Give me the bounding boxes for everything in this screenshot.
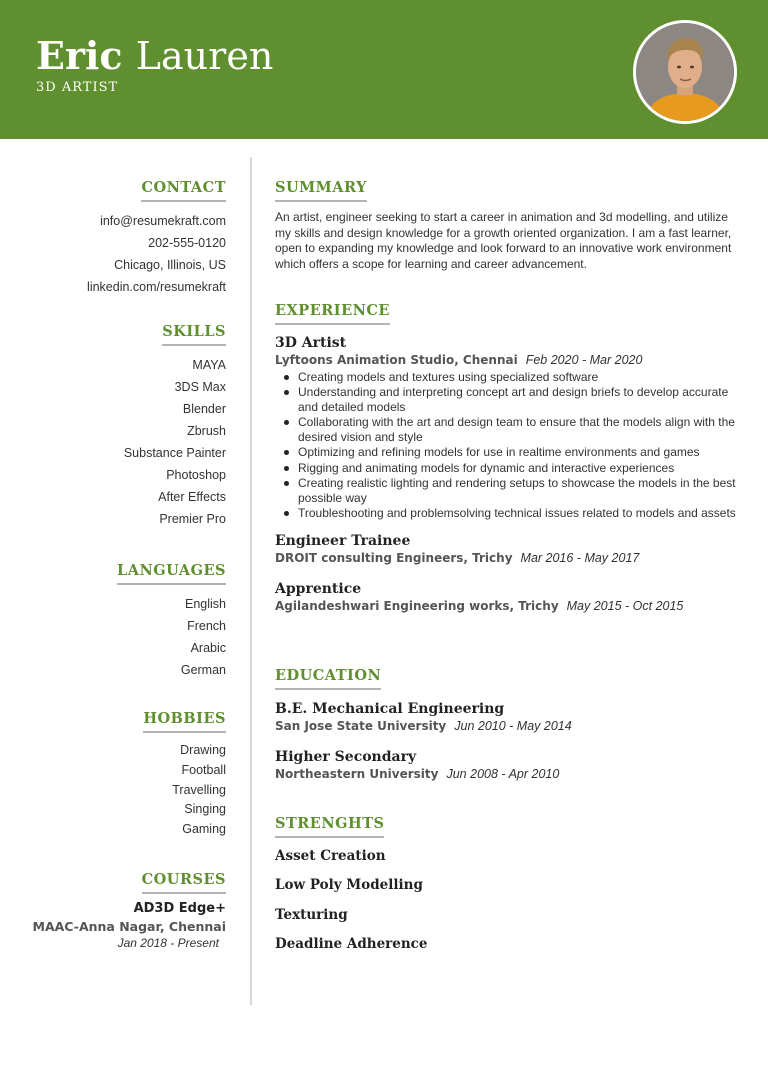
education-date: Jun 2010 - May 2014 — [454, 719, 572, 733]
education-entry — [275, 700, 740, 735]
contact-linkedin[interactable]: linkedin.com/resumekraft — [87, 280, 226, 294]
job-title: 3D ARTIST — [36, 80, 119, 95]
education-date: Jun 2008 - Apr 2010 — [446, 767, 560, 781]
summary-text: An artist, engineer seeking to start a career in animation and 3d modelling, and utilize my skills and design knowledge for a growth oriented organization. I am a fast learner, open to expanding my knowledge and look forward to an innovative work environment which offers a scope for learning and career advancement. — [275, 210, 732, 271]
strengths-heading: STRENGHTS — [275, 815, 384, 838]
job-date: Mar 2016 - May 2017 — [520, 550, 640, 565]
skill-item: Photoshop — [166, 468, 226, 482]
skill-item: 3DS Max — [174, 380, 226, 394]
job-date: May 2015 - Oct 2015 — [566, 598, 684, 613]
language-item: English — [185, 597, 226, 611]
job-org: Lyftoons Animation Studio, Chennai — [275, 353, 518, 367]
course-place: MAAC-Anna Nagar, Chennai — [32, 919, 226, 934]
skill-item: Zbrush — [187, 424, 226, 438]
job-bullet: Troubleshooting and problemsolving technical issues related to models and assets — [275, 506, 740, 521]
hobby-item: Football — [181, 762, 226, 777]
contact-section — [87, 179, 226, 298]
job-bullet: Optimizing and refining models for use in realtime environments and games — [275, 445, 740, 460]
degree-title: Higher Secondary — [275, 749, 417, 765]
hobbies-section — [143, 710, 226, 840]
summary-heading: SUMMARY — [275, 179, 367, 202]
job-bullet: Creating models and textures using specialized software — [275, 370, 740, 385]
strength-item: Low Poly Modelling — [275, 877, 423, 893]
experience-section — [275, 302, 740, 615]
language-item: Arabic — [190, 641, 226, 655]
skill-item: MAYA — [192, 358, 226, 372]
skill-item: Substance Painter — [123, 446, 226, 460]
job-title: Apprentice — [275, 580, 362, 597]
courses-heading: COURSES — [142, 871, 226, 894]
strength-item: Texturing — [275, 907, 348, 923]
skill-item: Premier Pro — [159, 512, 226, 526]
experience-heading: EXPERIENCE — [275, 302, 390, 325]
job-entry — [275, 532, 740, 567]
job-org: Agilandeshwari Engineering works, Trichy — [275, 598, 559, 613]
job-entry — [275, 334, 740, 521]
language-item: German — [180, 663, 226, 677]
school-name: Northeastern University — [275, 767, 439, 781]
education-section — [275, 667, 740, 783]
contact-location: Chicago, Illinois, US — [114, 258, 226, 272]
job-entry — [275, 580, 740, 615]
job-meta — [275, 550, 740, 567]
hobby-item: Travelling — [172, 782, 226, 797]
job-bullet: Understanding and interpreting concept art and design briefs to develop accurate and detailed models — [275, 385, 740, 415]
languages-heading: LANGUAGES — [117, 562, 226, 585]
profile-photo — [633, 20, 737, 124]
language-item: French — [187, 619, 226, 633]
last-name: Lauren — [135, 34, 274, 78]
job-bullet: Creating realistic lighting and rendering setups to showcase the models in the best possible way — [275, 476, 740, 506]
contact-heading: CONTACT — [141, 179, 226, 202]
portrait-image — [636, 23, 734, 121]
skills-section — [124, 323, 226, 530]
skill-item: After Effects — [158, 490, 226, 504]
education-heading: EDUCATION — [275, 667, 381, 690]
hobby-item: Singing — [184, 802, 226, 817]
contact-email[interactable]: info@resumekraft.com — [100, 214, 226, 228]
degree-title: B.E. Mechanical Engineering — [275, 701, 505, 717]
hobby-item: Gaming — [182, 822, 226, 837]
languages-section — [117, 562, 226, 681]
job-meta — [275, 598, 740, 615]
job-bullet: Rigging and animating models for dynamic and interactive experiences — [275, 461, 740, 476]
strength-item: Deadline Adherence — [275, 936, 428, 952]
candidate-name — [36, 34, 273, 78]
education-meta — [275, 766, 740, 783]
job-title: 3D Artist — [275, 335, 347, 351]
strength-item: Asset Creation — [275, 848, 386, 864]
job-org: DROIT consulting Engineers, Trichy — [275, 550, 513, 565]
skill-item: Blender — [182, 402, 226, 416]
job-title: Engineer Trainee — [275, 532, 411, 549]
first-name: Eric — [36, 33, 123, 78]
job-date: Feb 2020 - Mar 2020 — [525, 353, 643, 367]
school-name: San Jose State University — [275, 719, 447, 733]
education-meta — [275, 718, 740, 735]
courses-section — [33, 871, 226, 952]
course-date: Jan 2018 - Present — [117, 936, 219, 950]
header-banner — [0, 0, 768, 139]
hobbies-heading: HOBBIES — [143, 710, 226, 733]
course-name: AD3D Edge+ — [133, 901, 226, 916]
strengths-section — [275, 815, 740, 838]
hobby-item: Drawing — [180, 743, 226, 757]
summary-section — [275, 179, 740, 272]
education-entry — [275, 748, 740, 783]
contact-phone[interactable]: 202-555-0120 — [148, 236, 226, 250]
job-bullets — [275, 370, 740, 521]
skills-heading: SKILLS — [162, 323, 226, 346]
job-bullet: Collaborating with the art and design team to ensure that the models align with the desired vision and style — [275, 415, 740, 445]
column-divider — [250, 157, 252, 1005]
job-meta — [275, 352, 740, 369]
